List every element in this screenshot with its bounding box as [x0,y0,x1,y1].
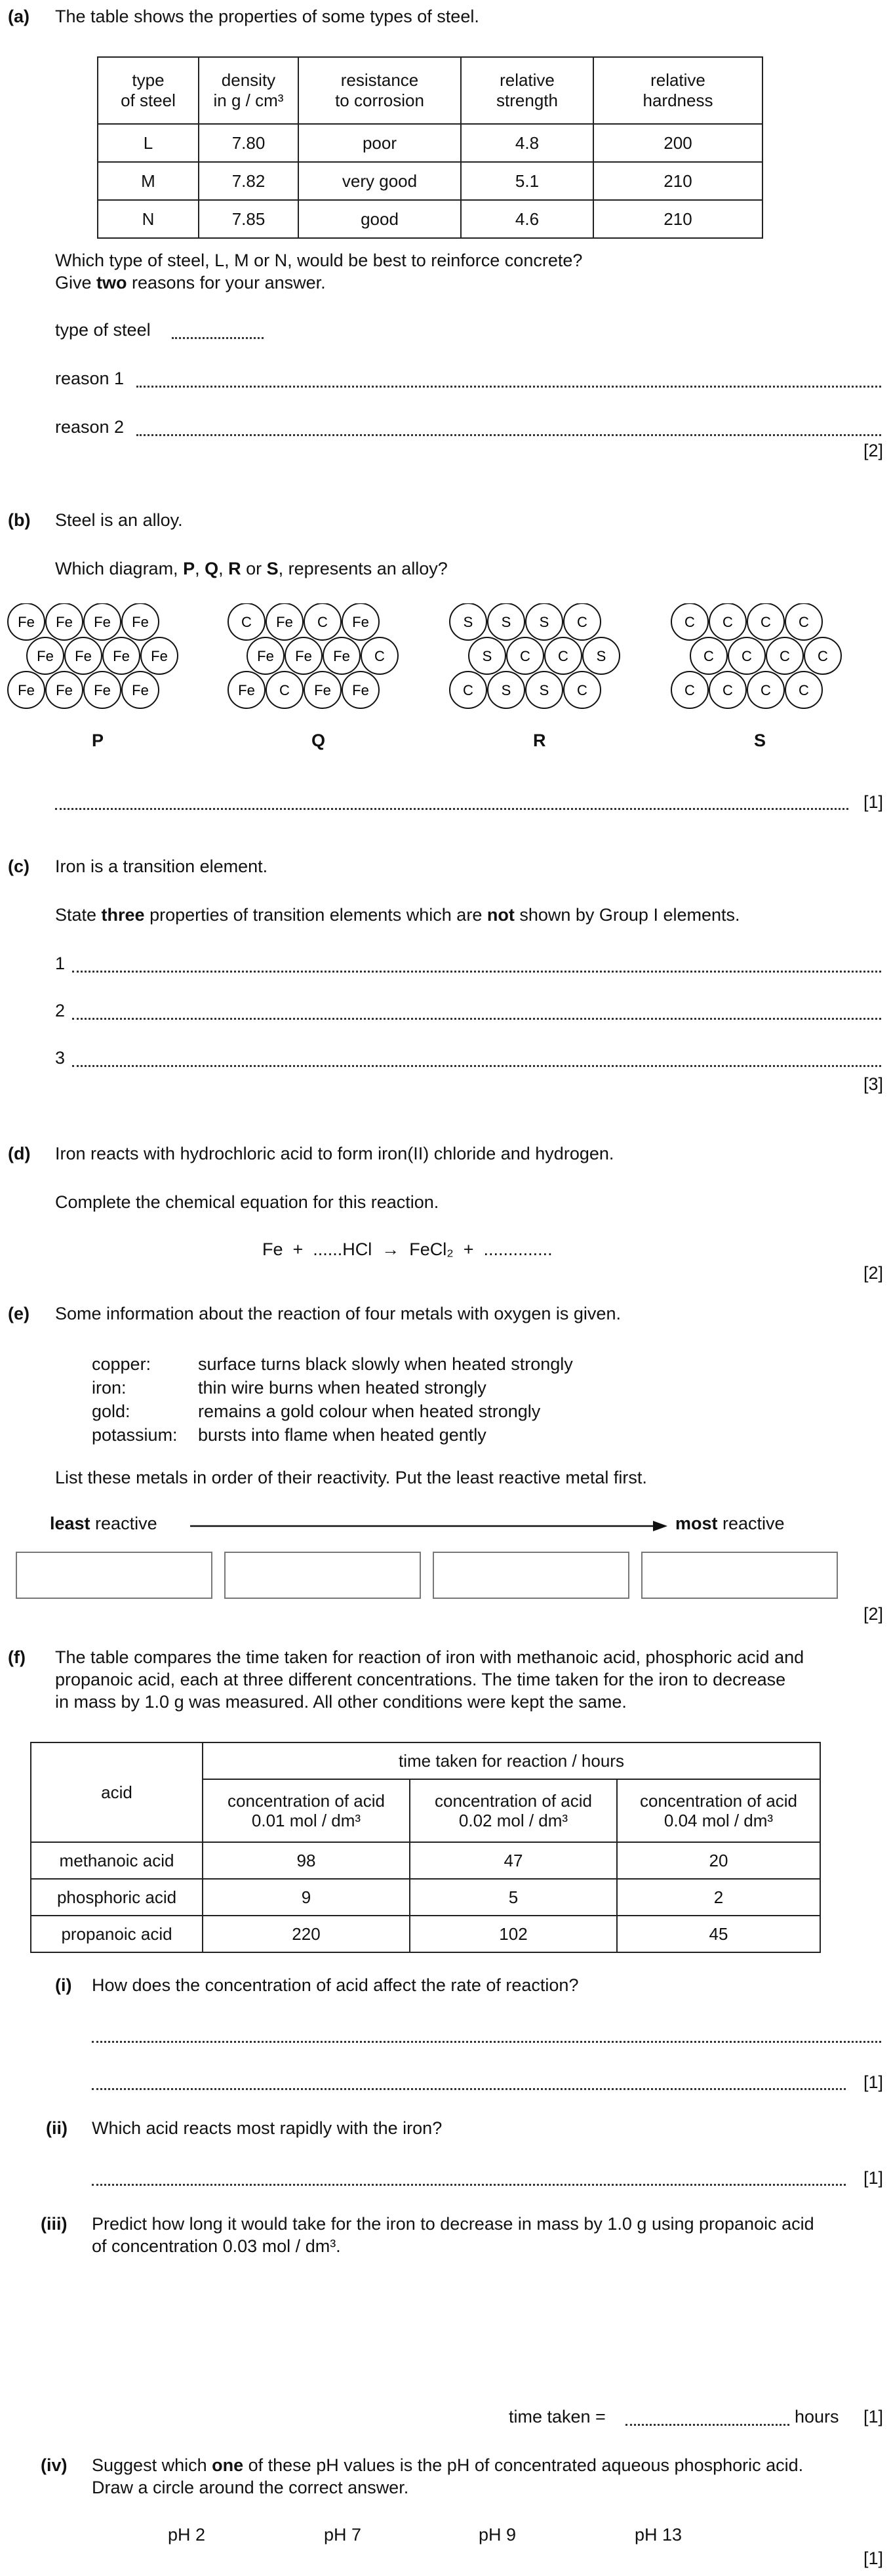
list-item: iron: thin wire burns when heated strongly [92,1378,486,1398]
part-c-question: State three properties of transition elements which are not shown by Group I elements. [55,905,740,925]
particle-symbol: C [279,682,290,698]
table-row [31,1842,820,1879]
cell-time: 220 [203,1916,410,1952]
particle-symbol: C [742,648,752,664]
reactivity-arrow [190,1518,669,1535]
cell-density: 7.85 [199,200,298,238]
part-f-intro [55,1646,804,1713]
particle-symbol: Fe [18,614,35,630]
ph-option-2[interactable]: pH 2 [168,2525,206,2545]
reason2-label: reason 2 [55,417,125,437]
diagram-label-q: Q [311,731,326,750]
particle-symbol: C [317,614,328,630]
least-reactive-label: least reactive [50,1514,157,1533]
part-b-answer-line[interactable] [55,808,848,810]
steel-table-header-row [98,57,762,124]
part-f-intro-line1: The table compares the time taken for reaction of iron with methanoic acid, phosphoric acid and [55,1647,804,1667]
particle-symbol: S [539,614,549,630]
particle-symbol: S [501,614,511,630]
answer-box-3[interactable] [433,1552,629,1599]
diagram-label-s: S [754,731,766,750]
part-f-intro-line3: in mass by 1.0 g was measured. All other conditions were kept the same. [55,1692,627,1712]
diagram-label-r: R [533,731,546,750]
header-hardness: relative hardness [593,57,762,124]
part-fiv-marks: [1] [863,2548,883,2568]
header-conc-001: concentration of acid 0.01 mol / dm³ [203,1779,410,1842]
reason1-answer-line[interactable] [136,386,881,388]
part-fiii-line1: Predict how long it would take for the iron to decrease in mass by 1.0 g using propanoic acid [92,2214,814,2234]
table-row [98,162,762,200]
part-fi-label: (i) [55,1975,72,1995]
particle-symbol: C [684,614,695,630]
answer-box-4[interactable] [641,1552,838,1599]
part-fii-marks: [1] [863,2168,883,2188]
cell-time: 2 [617,1879,820,1916]
particle-symbol: Fe [238,682,255,698]
part-e-label: (e) [8,1304,30,1323]
particle-symbol: C [684,682,695,698]
cell-time: 5 [410,1879,617,1916]
list-item: potassium: bursts into flame when heated gently [92,1425,486,1445]
particle-symbol: C [577,614,587,630]
particle-symbol: C [463,682,473,698]
cell-density: 7.80 [199,124,298,162]
ph-option-7[interactable]: pH 7 [324,2525,362,2545]
cell-acid: propanoic acid [31,1916,203,1952]
header-strength: relative strength [461,57,593,124]
particle-symbol: Fe [75,648,92,664]
part-fiv-label: (iv) [41,2455,68,2475]
part-a-question-line2: Give two reasons for your answer. [55,273,326,292]
header-time-taken: time taken for reaction / hours [203,1742,820,1779]
part-f-intro-line2: propanoic acid, each at three different concentrations. The time taken for the iron to decrease [55,1670,786,1689]
particle-symbol: Fe [333,648,350,664]
part-a-intro: The table shows the properties of some types of steel. [55,7,479,26]
header-conc-004: concentration of acid 0.04 mol / dm³ [617,1779,820,1842]
cell-hardness: 210 [593,200,762,238]
part-fiii-marks: [1] [863,2407,883,2426]
particle-diagram-s [671,603,841,708]
particle-symbol: Fe [94,682,111,698]
header-corrosion: resistance to corrosion [298,57,461,124]
particle-symbol: S [596,648,606,664]
particle-symbol: S [501,682,511,698]
chemical-equation: Fe + ......HCl → FeCl₂ + .............. [262,1239,553,1259]
cell-acid: phosphoric acid [31,1879,203,1916]
part-e-intro: Some information about the reaction of four metals with oxygen is given. [55,1304,621,1323]
answer-box-1[interactable] [16,1552,212,1599]
part-fiii-label: (iii) [41,2214,68,2234]
part-d-question: Complete the chemical equation for this reaction. [55,1192,439,1212]
part-c-answer-line-2[interactable] [72,1018,881,1020]
list-item: gold: remains a gold colour when heated strongly [92,1401,541,1421]
part-c-intro: Iron is a transition element. [55,856,268,876]
cell-strength: 4.8 [461,124,593,162]
cell-corrosion: very good [298,162,461,200]
part-c-line-number: 3 [55,1048,66,1068]
particle-symbol: Fe [132,614,149,630]
hours-unit-label: hours [795,2407,839,2426]
cell-time: 45 [617,1916,820,1952]
particle-symbol: Fe [94,614,111,630]
header-type: type of steel [98,57,199,124]
particle-diagram-q [228,603,398,708]
particle-symbol: C [761,614,771,630]
part-c-line-number: 2 [55,1001,66,1020]
particle-symbol: Fe [37,648,54,664]
table-row [31,1916,820,1952]
particle-symbol: C [761,682,771,698]
cell-hardness: 200 [593,124,762,162]
header-acid: acid [31,1742,203,1842]
particle-symbol: S [482,648,492,664]
particle-symbol: Fe [56,682,73,698]
part-fii-question: Which acid reacts most rapidly with the iron? [92,2118,443,2138]
part-d-marks: [2] [863,1263,883,1283]
reason2-answer-line[interactable] [136,434,881,436]
steel-properties-table [97,56,763,239]
cell-time: 98 [203,1842,410,1879]
particle-symbol: Fe [56,614,73,630]
part-fi-answer-line-2[interactable] [92,2088,846,2090]
answer-box-2[interactable] [224,1552,421,1599]
part-f-label: (f) [8,1647,26,1667]
part-c-answer-line-3[interactable] [72,1065,881,1067]
cell-time: 20 [617,1842,820,1879]
type-of-steel-answer-line[interactable] [172,337,264,339]
table-row [98,200,762,238]
acid-reaction-table [30,1742,821,1953]
particle-symbol: Fe [132,682,149,698]
cell-type: M [98,162,199,200]
time-taken-label: time taken = [509,2407,606,2426]
part-a-question-line1: Which type of steel, L, M or N, would be best to reinforce concrete? [55,251,583,270]
part-fi-marks: [1] [863,2072,883,2092]
part-e-question: List these metals in order of their reactivity. Put the least reactive metal first. [55,1468,647,1487]
cell-corrosion: good [298,200,461,238]
part-c-marks: [3] [863,1074,883,1094]
cell-hardness: 210 [593,162,762,200]
part-a-question [55,249,582,294]
particle-symbol: Fe [151,648,168,664]
ph-option-9[interactable]: pH 9 [479,2525,517,2545]
cell-type: N [98,200,199,238]
part-fi-answer-line-1[interactable] [92,2041,881,2043]
reason1-label: reason 1 [55,369,125,388]
particle-symbol: Fe [352,682,369,698]
part-fii-label: (ii) [46,2118,68,2138]
part-fiv-question [92,2454,803,2499]
diagram-label-p: P [92,731,104,750]
cell-acid: methanoic acid [31,1842,203,1879]
part-c-answer-line-1[interactable] [72,971,881,973]
particle-symbol: Fe [352,614,369,630]
part-a-marks: [2] [863,441,883,460]
particle-symbol: C [374,648,385,664]
particle-symbol: C [241,614,252,630]
particle-symbol: Fe [18,682,35,698]
time-taken-answer-line[interactable] [625,2424,789,2426]
table-row [31,1879,820,1916]
particle-symbol: C [723,682,733,698]
part-e-marks: [2] [863,1604,883,1624]
cell-density: 7.82 [199,162,298,200]
particle-symbol: Fe [314,682,331,698]
particle-diagrams [0,603,891,721]
cell-strength: 4.6 [461,200,593,238]
particle-symbol: Fe [257,648,274,664]
particle-symbol: S [463,614,473,630]
part-fiii-question [92,2213,814,2257]
part-fiii-line2: of concentration 0.03 mol / dm³. [92,2236,341,2256]
part-b-intro: Steel is an alloy. [55,510,183,530]
most-reactive-label: most reactive [675,1514,785,1533]
cell-corrosion: poor [298,124,461,162]
part-b-marks: [1] [863,792,883,812]
cell-strength: 5.1 [461,162,593,200]
part-b-question: Which diagram, P, Q, R or S, represents an alloy? [55,559,448,578]
particle-diagram-r [450,603,620,708]
metal-info-list [92,1352,573,1447]
cell-type: L [98,124,199,162]
cell-time: 47 [410,1842,617,1879]
particle-symbol: C [703,648,714,664]
particle-symbol: C [577,682,587,698]
particle-symbol: C [799,682,809,698]
part-fiv-line1: Suggest which one of these pH values is the pH of concentrated aqueous phosphoric acid. [92,2455,804,2475]
particle-symbol: Fe [295,648,312,664]
list-item: copper: surface turns black slowly when heated strongly [92,1354,573,1374]
header-density: density in g / cm³ [199,57,298,124]
part-c-line-number: 1 [55,954,66,973]
particle-symbol: Fe [276,614,293,630]
part-fiv-line2: Draw a circle around the correct answer. [92,2478,409,2497]
part-d-intro: Iron reacts with hydrochloric acid to form iron(II) chloride and hydrogen. [55,1144,614,1163]
part-a-label: (a) [8,7,30,26]
cell-time: 9 [203,1879,410,1916]
acid-table-header-row [31,1742,820,1779]
particle-symbol: C [558,648,568,664]
ph-option-13[interactable]: pH 13 [635,2525,683,2545]
particle-diagram-p [8,603,178,708]
particle-symbol: S [539,682,549,698]
table-row [98,124,762,162]
part-d-label: (d) [8,1144,31,1163]
particle-symbol: C [723,614,733,630]
part-fii-answer-line[interactable] [92,2184,846,2186]
header-conc-002: concentration of acid 0.02 mol / dm³ [410,1779,617,1842]
cell-time: 102 [410,1916,617,1952]
particle-symbol: C [818,648,828,664]
type-of-steel-label: type of steel [55,320,151,340]
particle-symbol: Fe [113,648,130,664]
particle-symbol: C [799,614,809,630]
part-fi-question: How does the concentration of acid affect the rate of reaction? [92,1975,579,1995]
particle-symbol: C [780,648,790,664]
part-c-label: (c) [8,856,30,876]
particle-symbol: C [520,648,530,664]
part-b-label: (b) [8,510,31,530]
